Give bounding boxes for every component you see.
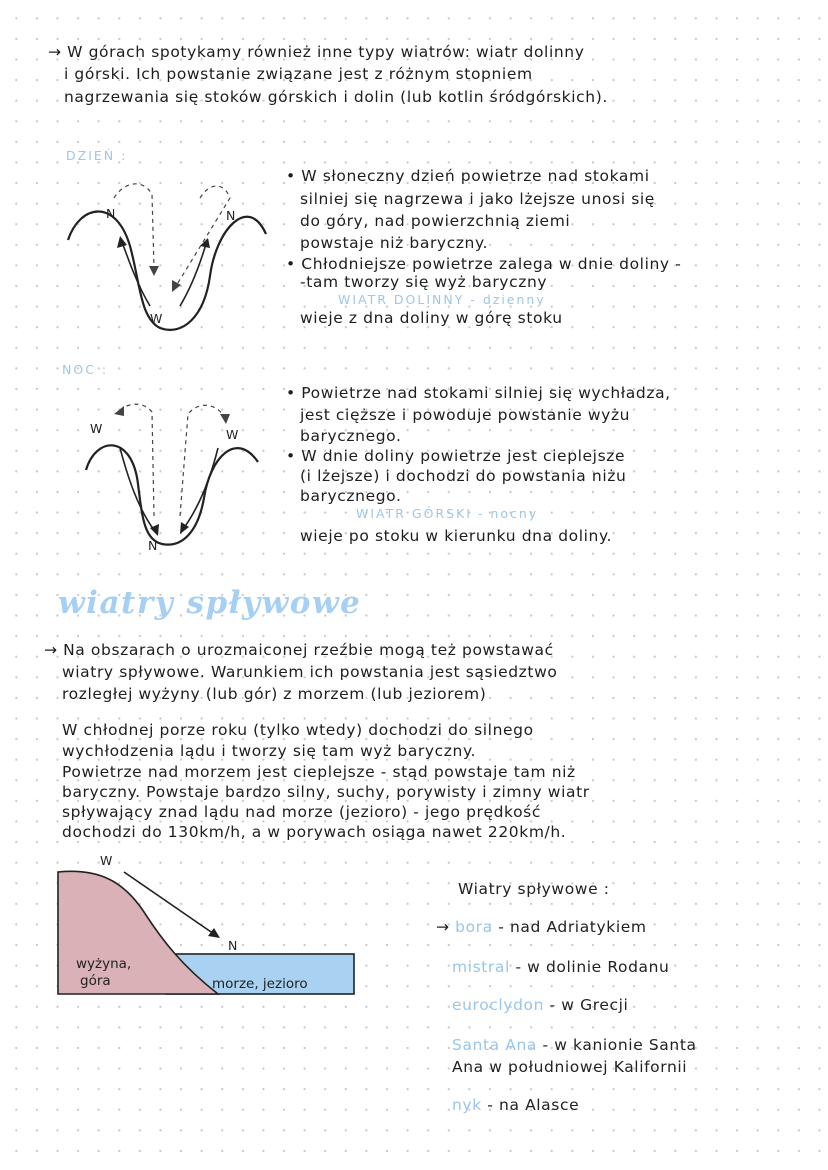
para2-line-4: baryczny. Powstaje bardzo silny, suchy, porywisty i zimny wiatr <box>62 783 590 801</box>
land-label-2: góra <box>80 973 111 989</box>
section-title: wiatry spływowe <box>58 585 362 621</box>
valley-diagram-day <box>58 168 274 340</box>
sea-label: morze, jezioro <box>212 976 308 992</box>
day-right-pressure: N <box>226 208 236 223</box>
para2-line-6: dochodzi do 130km/h, a w porywach osiąga nawet 220km/h. <box>62 823 567 841</box>
day-line-6: -tam tworzy się wyż baryczny <box>300 273 548 291</box>
para1-line-1: → Na obszarach o urozmaiconej rzeźbie mogą też powstawać <box>44 641 554 659</box>
valley-diagram-night <box>58 392 274 558</box>
night-bottom-pressure: N <box>148 538 158 553</box>
night-label: NOC : <box>62 362 109 377</box>
night-line-3: barycznego. <box>300 427 402 445</box>
day-wind-name: WIATR DOLINNY - dzienny <box>338 292 546 307</box>
day-wind-desc: wieje z dna doliny w górę stoku <box>300 309 563 327</box>
day-left-pressure: N <box>106 206 116 221</box>
winds-list-item-nyk: nyk - na Alasce <box>452 1096 580 1114</box>
intro-line-2: i górski. Ich powstanie związane jest z różnym stopniem <box>64 65 533 83</box>
night-line-5: (i lżejsze) i dochodzi do powstania niżu <box>300 467 627 485</box>
night-left-pressure: W <box>90 421 103 436</box>
winds-list-item-euroclydon: euroclydon - w Grecji <box>452 996 629 1014</box>
day-bottom-pressure: W <box>150 311 163 326</box>
valley-outline <box>68 212 266 330</box>
day-line-1: • W słoneczny dzień powietrze nad stokami <box>286 167 650 185</box>
intro-line-3: nagrzewania się stoków górskich i dolin (lub kotlin śródgórskich). <box>64 88 608 106</box>
night-line-4: • W dnie doliny powietrze jest cieplejsze <box>286 447 626 465</box>
day-line-2: silniej się nagrzewa i jako lżejsze unosi się <box>300 190 655 208</box>
para2-line-2: wychłodzenia lądu i tworzy się tam wyż baryczny. <box>62 742 477 760</box>
wind-arrow-left-down <box>120 448 154 530</box>
winds-list-item-bora: → bora - nad Adriatykiem <box>436 918 647 936</box>
land-label-1: wyżyna, <box>76 956 132 972</box>
winds-list-title: Wiatry spływowe : <box>458 880 610 898</box>
night-line-1: • Powietrze nad stokami silniej się wychładza, <box>286 384 671 402</box>
para2-line-1: W chłodnej porze roku (tylko wtedy) dochodzi do silnego <box>62 721 534 739</box>
intro-line-1: → W górach spotykamy również inne typy wiatrów: wiatr dolinny <box>48 43 585 61</box>
winds-list-item-mistral: mistral - w dolinie Rodanu <box>452 958 670 976</box>
wind-arrow-right-up <box>180 244 206 306</box>
para2-line-5: spływający znad lądu nad morze (jezioro) - jego prędkość <box>62 803 541 821</box>
night-right-pressure: W <box>226 427 239 442</box>
night-wind-name: WIATR GÓRSKI - nocny <box>356 506 539 521</box>
para1-line-3: rozległej wyżyny (lub gór) z morzem (lub jeziorem) <box>62 685 487 703</box>
wind-arrow-right-down <box>184 448 218 528</box>
winds-list-item-santa-ana: Santa Ana - w kanionie Santa <box>452 1036 697 1054</box>
slope-high-pressure: W <box>100 853 113 868</box>
valley-outline <box>86 445 258 544</box>
day-line-3: do góry, nad powierzchnią ziemi <box>300 212 571 230</box>
night-line-2: jest cięższe i powoduje powstanie wyżu <box>300 406 631 424</box>
day-line-4: powstaje niż baryczny. <box>300 234 489 252</box>
winds-list-santa-ana-line-2: Ana w południowej Kalifornii <box>452 1058 688 1076</box>
day-line-5: • Chłodniejsze powietrze zalega w dnie doliny - <box>286 255 682 273</box>
night-line-6: barycznego. <box>300 487 402 505</box>
para2-line-3: Powietrze nad morzem jest cieplejsze - stąd powstaje tam niż <box>62 763 576 781</box>
day-label: DZIEŃ : <box>66 148 128 163</box>
night-wind-desc: wieje po stoku w kierunku dna doliny. <box>300 527 613 545</box>
para1-line-2: wiatry spływowe. Warunkiem ich powstania jest sąsiedztwo <box>62 663 558 681</box>
slope-low-pressure: N <box>228 938 238 953</box>
